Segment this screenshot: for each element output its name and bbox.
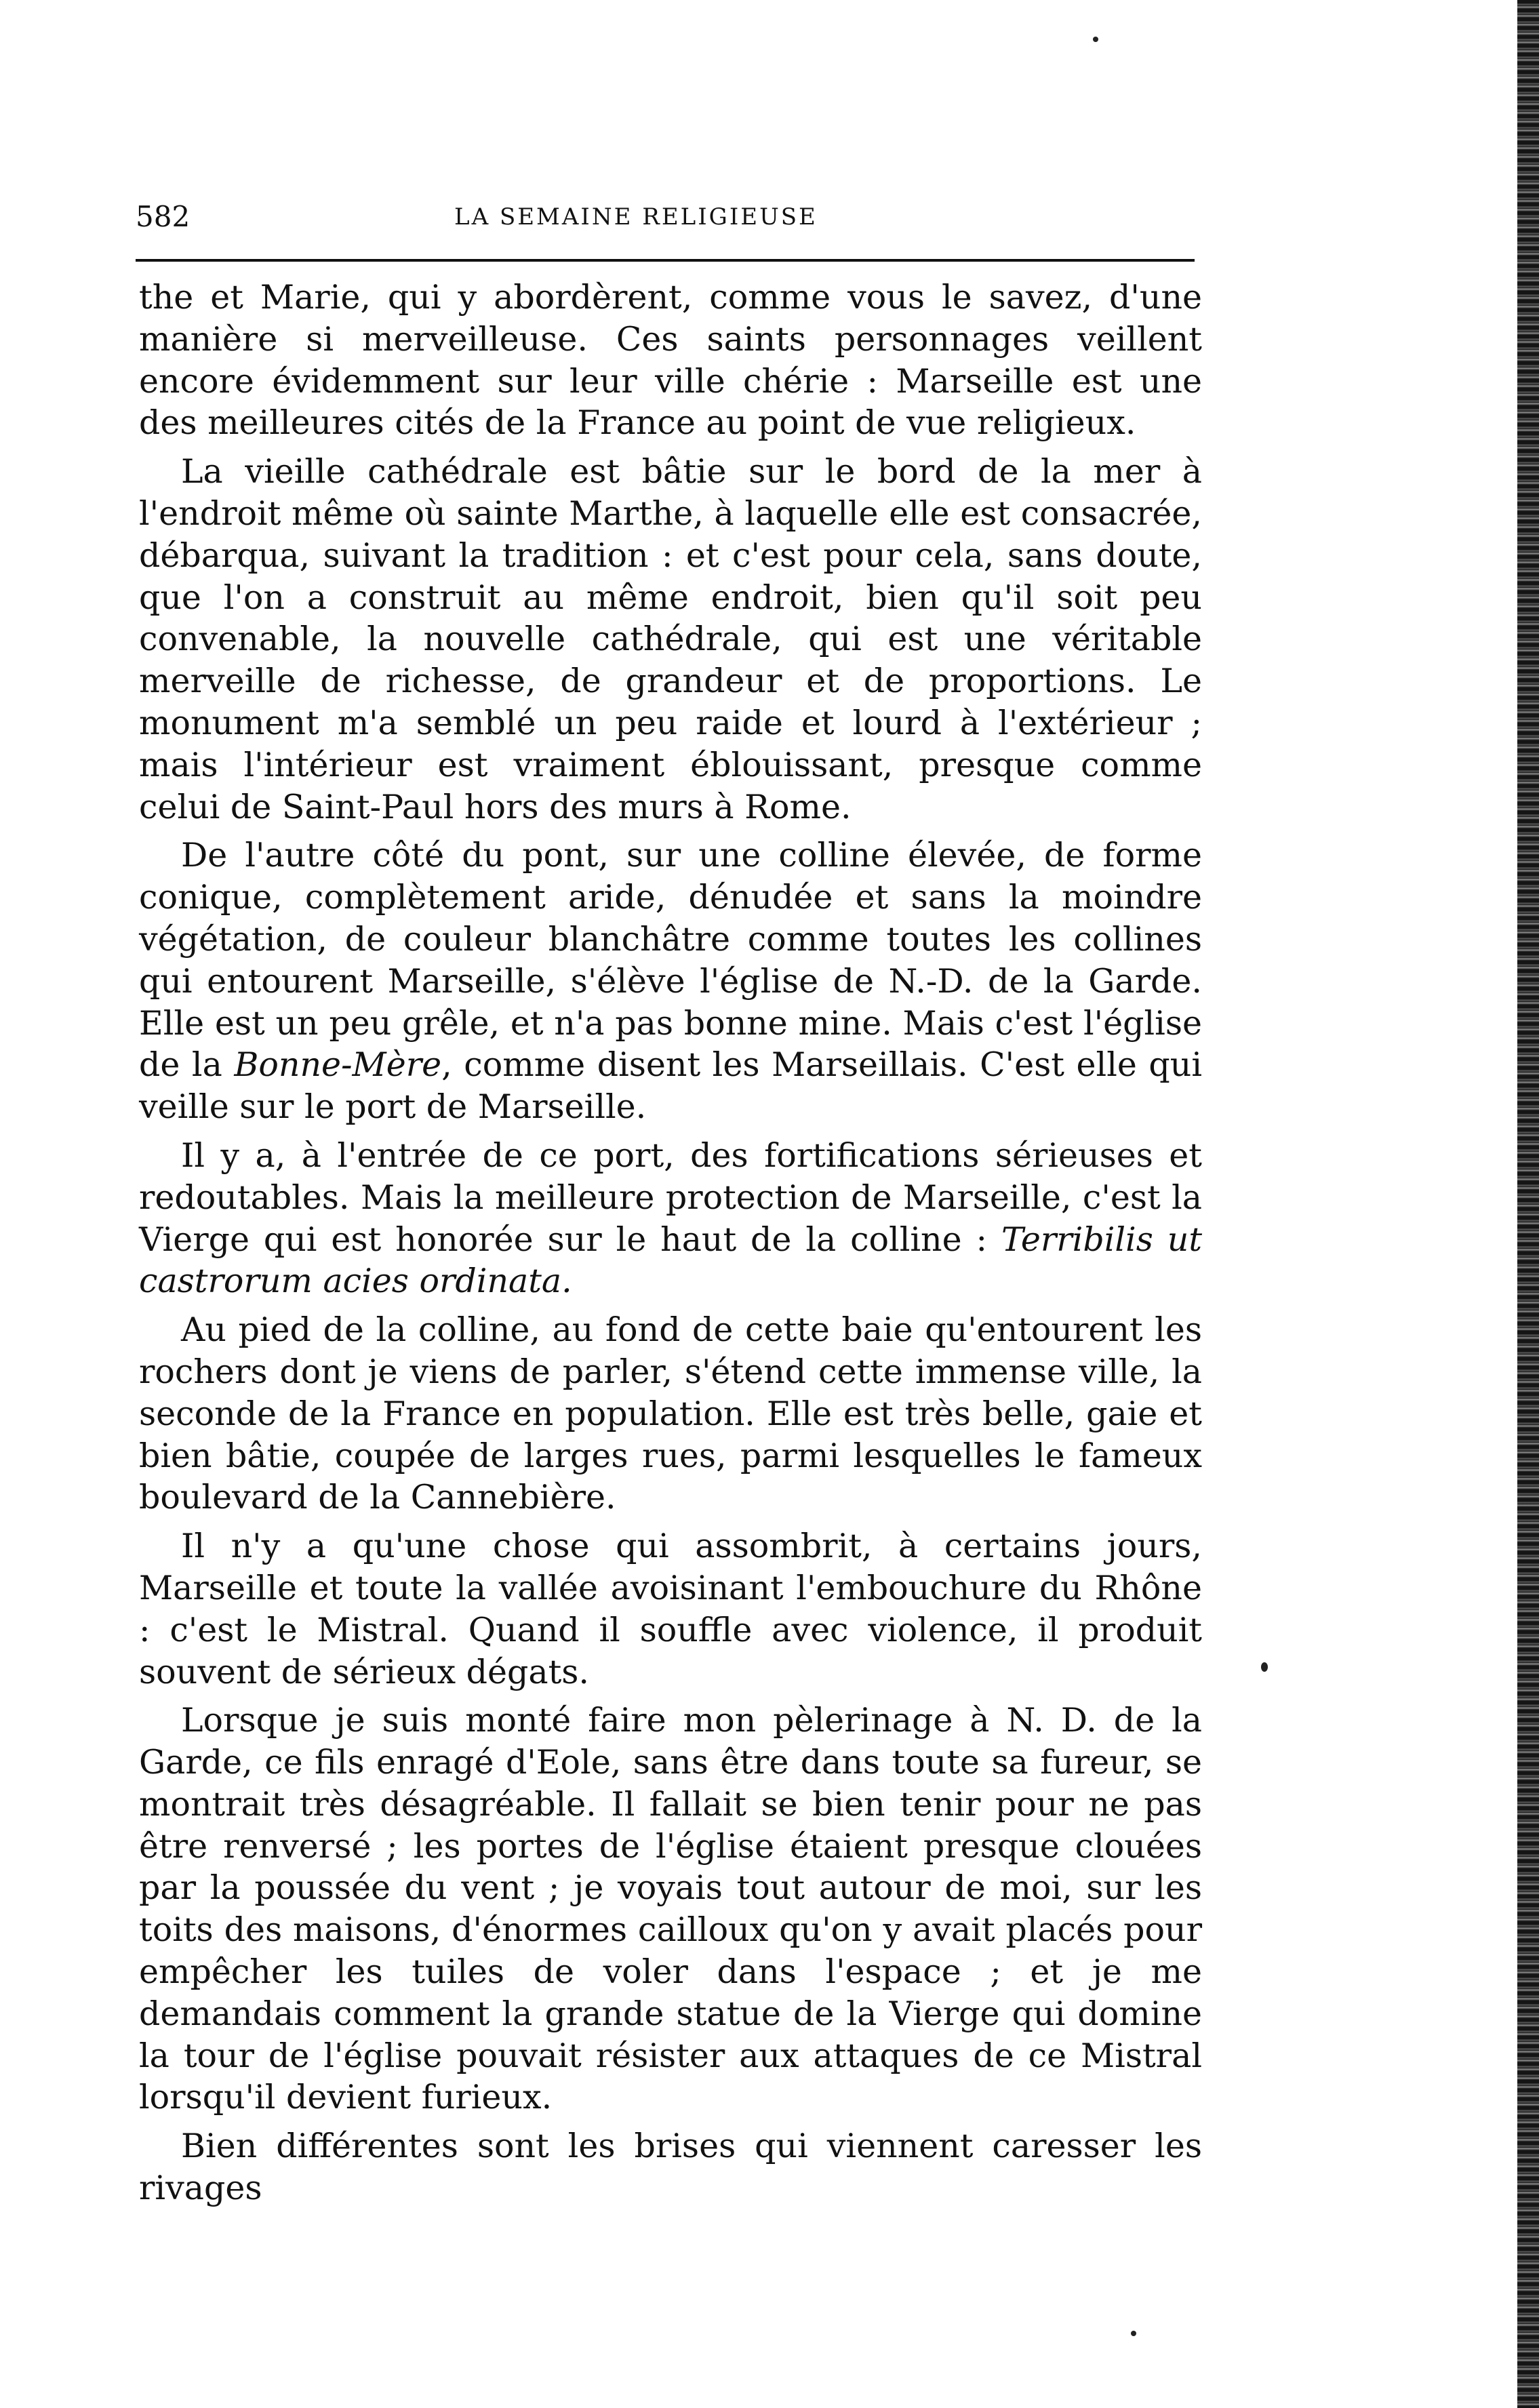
page-number: 582 <box>136 200 191 233</box>
paragraph-2: La vieille cathédrale est bâtie sur le bord de la mer à l'endroit même où sainte Marthe, à laquelle elle est consacrée, débarqua, suivant la tradition : et c'est pour cela, sans doute, que l'on a construit au même endroit, bien qu'il soit peu convenable, la nouvelle cathédrale, qui est une véritable merveille de richesse, de grandeur et de proportions. Le monument m'a semblé un peu raide et lourd à l'extérieur ; mais l'intérieur est vraiment éblouissant, presque comme celui de Saint-Paul hors des murs à Rome. <box>139 452 1202 826</box>
paragraph-3-text: De l'autre côté du pont, sur une colline élevée, de forme conique, complètement aride, dénudée et sans la moindre végétation, de couleur blanchâtre comme toutes les collines qui entourent Marseille, s'élève l'église de N.-D. de la Garde. Elle est un peu grêle, et n'a pas bonne mine. Mais c'est l'église de la <box>139 836 1202 1085</box>
paragraph-6: Il n'y a qu'une chose qui assombrit, à certains jours, Marseille et toute la vallée avoisinant l'embouchure du Rhône : c'est le Mistral. Quand il souffle avec violence, il produit souvent de sérieux dégats. <box>139 1527 1202 1691</box>
paragraph-3-italic: Bonne-Mère <box>234 1045 442 1085</box>
paragraph-1: the et Marie, qui y abordèrent, comme vous le savez, d'une manière si merveilleuse. Ces saints personnages veillent encore évidemment sur leur ville chérie : Marseille est une des meilleures cités de la France au point de vue religieux. <box>139 278 1202 443</box>
paragraph-3 <box>139 835 1202 1128</box>
scan-speck <box>1261 1662 1268 1672</box>
scan-edge <box>1517 0 1539 2408</box>
paragraph-5: Au pied de la colline, au fond de cette baie qu'entourent les rochers dont je viens de parler, s'étend cette immense ville, la seconde de la France en population. Elle est très belle, gaie et bien bâtie, coupée de larges rues, parmi lesquelles le fameux boulevard de la Cannebière. <box>139 1310 1202 1517</box>
paragraph-4-italic: Terribilis ut castrorum acies ordinata. <box>139 1220 1203 1301</box>
scan-speck <box>1131 2331 1136 2336</box>
paragraph-8: Bien différentes sont les brises qui viennent caresser les rivages <box>139 2127 1202 2208</box>
page-header <box>136 197 1193 237</box>
paragraph-7: Lorsque je suis monté faire mon pèlerinage à N. D. de la Garde, ce fils enragé d'Eole, sans être dans toute sa fureur, se montrait très désagréable. Il fallait se bien tenir pour ne pas être renversé ; les portes de l'église étaient presque clouées par la poussée du vent ; je voyais tout autour de moi, sur les toits des maisons, d'énormes cailloux qu'on y avait placés pour empêcher les tuiles de voler dans l'espace ; et je me demandais comment la grande statue de la Vierge qui domine la tour de l'église pouvait résister aux attaques de ce Mistral lorsqu'il devient furieux. <box>139 1701 1202 2117</box>
paragraph-4 <box>139 1135 1202 1302</box>
body-text <box>139 277 1202 2216</box>
header-rule <box>136 259 1195 262</box>
running-title: LA SEMAINE RELIGIEUSE <box>454 203 818 230</box>
paragraph-3-tail: , comme disent les Marseillais. C'est elle qui veille sur le port de Marseille. <box>139 1045 1203 1127</box>
paragraph-4-text: Il y a, à l'entrée de ce port, des fortifications sérieuses et redoutables. Mais la meilleure protection de Marseille, c'est la Vierge qui est honorée sur le haut de la colline : <box>139 1136 1202 1259</box>
scan-speck <box>1093 37 1098 42</box>
